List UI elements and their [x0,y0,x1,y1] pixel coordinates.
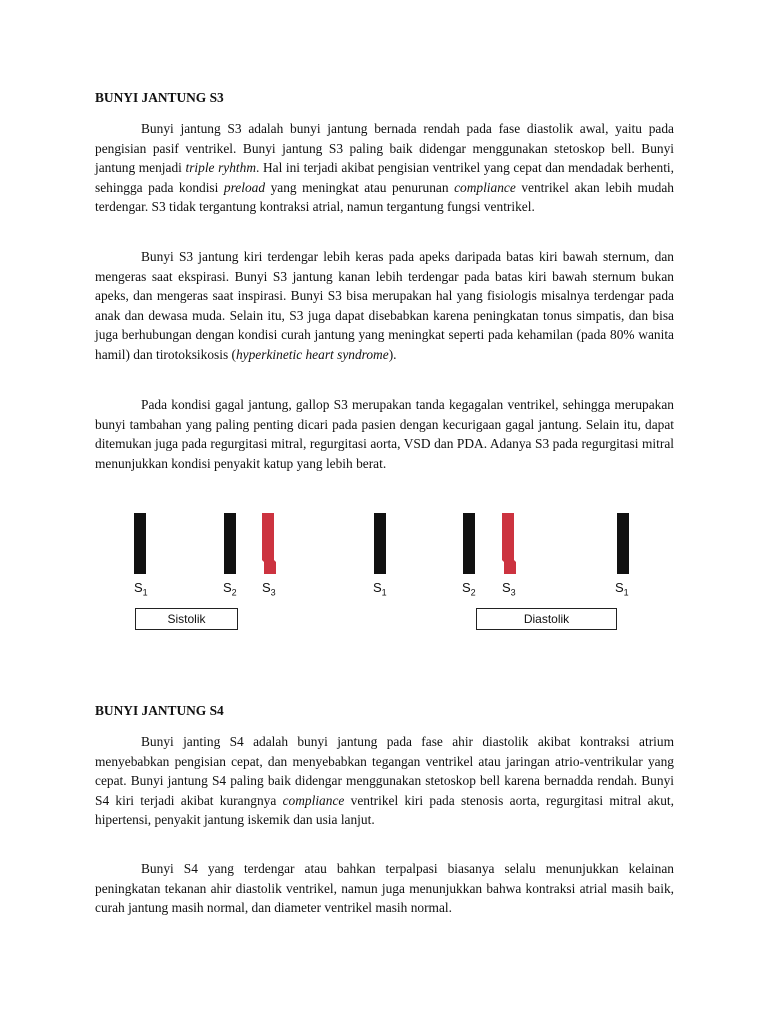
s1-label: $S_1$ [134,580,148,598]
sistolik-box: Sistolik [135,608,238,630]
s3-bar [262,513,276,574]
s2-bar [224,513,236,574]
s2-bar [463,513,475,574]
heart-sound-diagram [0,500,768,650]
s1-label: $S_1$ [373,580,387,598]
s3-label: $S_3$ [262,580,276,598]
s3-paragraph-2: Bunyi S3 jantung kiri terdengar lebih keras pada apeks daripada batas kiri bawah sternum, dan mengeras saat ekspirasi. Bunyi S3 jantung kanan lebih terdengar pada batas kiri bawah sternum bukan apeks, dan mengeras saat inspirasi. Bunyi S3 bisa merupakan hal yang fisiologis misalnya terdengar pada anak dan dewasa muda. Selain itu, S3 juga dapat disebabkan karena peningkatan tonus simpatis, dan bisa juga berhubungan dengan kondisi curah jantung yang meningkat seperti pada kehamilan (pada 80% wanita hamil) dan tirotoksikosis (hyperkinetic heart syndrome). [95,249,674,362]
s1-bar [374,513,386,574]
s1-bar [617,513,629,574]
s1-bar [134,513,146,574]
s2-label: $S_2$ [223,580,237,598]
s3-paragraph-3: Pada kondisi gagal jantung, gallop S3 merupakan tanda kegagalan ventrikel, sehingga merupakan bunyi tambahan yang paling penting dicari pada pasien dengan kecurigaan gagal jantung. Selain itu, dapat ditemukan juga pada regurgitasi mitral, regurgitasi aorta, VSD dan PDA. Adanya S3 pada regurgitasi mitral menunjukkan kondisi penyakit katup yang lebih berat. [95,397,674,471]
heart-sound-bars [0,500,768,580]
s3-label: $S_3$ [502,580,516,598]
s4-heading: BUNYI JANTUNG S4 [95,703,224,718]
s1-label: $S_1$ [615,580,629,598]
s3-bar [502,513,516,574]
s4-paragraph-1: Bunyi janting S4 adalah bunyi jantung pada fase ahir diastolik akibat kontraksi atrium menyebabkan pengisian cepat, dan menyebabkan tegangan ventrikel atau jaringan atrio-ventrikular yang cepat. Bunyi jantung S4 paling baik didengar menggunakan stetoskop bell karena bernadda rendah. Bunyi S4 kiri terjadi akibat kurangnya compliance ventrikel kiri pada stenosis aorta, regurgitasi mitral akut, hipertensi, penyakit jantung iskemik dan usia lanjut. [95,734,675,827]
s4-paragraph-2: Bunyi S4 yang terdengar atau bahkan terpalpasi biasanya selalu menunjukkan kelainan peningkatan tekanan ahir diastolik ventrikel, namun juga menunjukkan bahwa kontraksi atrial masih baik, curah jantung masih normal, dan diameter ventrikel masih normal. [95,861,674,915]
s3-heading: BUNYI JANTUNG S3 [95,90,224,105]
s2-label: $S_2$ [462,580,476,598]
diastolik-box: Diastolik [476,608,617,630]
s3-paragraph-1: Bunyi jantung S3 adalah bunyi jantung bernada rendah pada fase diastolik awal, yaitu pada pengisian pasif ventrikel. Bunyi jantung S3 paling baik didengar menggunakan stetoskop bell. Bunyi jantung menjadi triple ryhthm. Hal ini terjadi akibat pengisian ventrikel yang cepat dan mendadak berhenti, sehingga pada kondisi preload yang meningkat atau penurunan compliance ventrikel akan lebih mudah terdengar. S3 tidak tergantung kontraksi atrial, namun tergantung fungsi ventrikel. [95,121,675,214]
